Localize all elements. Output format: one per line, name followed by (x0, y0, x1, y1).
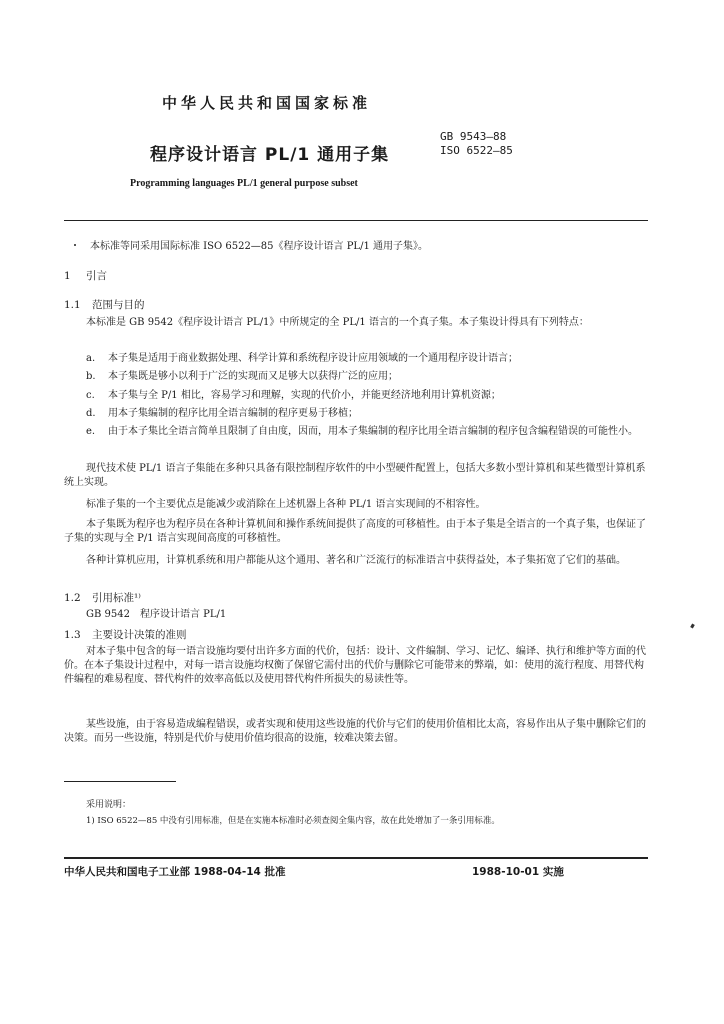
section-number: 1 (64, 270, 71, 282)
section-title: 主要设计决策的准则 (92, 629, 187, 641)
scan-mark (690, 624, 695, 629)
list-item (86, 389, 648, 403)
list-marker: a. (86, 353, 96, 364)
national-standard-heading: 中华人民共和国国家标准 (162, 94, 372, 112)
list-item-text: 本子集与全 P/1 相比，容易学习和理解，实现的代价小，并能更经济地利用计算机资源； (108, 390, 501, 401)
list-marker: d. (86, 408, 96, 419)
section-1-1-heading (64, 297, 145, 312)
section-title: 范围与目的 (92, 299, 145, 311)
reference-entry: GB 9542 程序设计语言 PL/1 (86, 609, 227, 620)
list-marker: e. (86, 426, 96, 437)
document-title-cn: 程序设计语言 PL/1 通用子集 (150, 145, 390, 165)
document-title-en: Programming languages PL/1 general purpose subset (130, 178, 358, 189)
list-item (86, 352, 648, 366)
list-item (86, 407, 648, 421)
list-marker: b. (86, 371, 96, 382)
paragraph: 对本子集中包含的每一语言设施均要付出许多方面的代价，包括：设计、文件编制、学习、记忆、编译、执行和维护等方面的代价。在本子集设计过程中，对每一语言设施均权衡了保留它需付出的代价与删除它可能带来的弊端，如：使用的流行程度、用替代构件编程的难易程度、替代构件的效率高低以及使用替代构件所损失的易读性等。 (64, 646, 646, 685)
section-title: 引用标准¹⁾ (92, 592, 141, 604)
list-item-text: 由于本子集比全语言简单且限制了自由度，因而，用本子集编制的程序比用全语言编制的程序包含编程错误的可能性小。 (108, 426, 638, 437)
implementation-date: 1988-10-01 实施 (472, 866, 564, 878)
section-1-2-heading (64, 590, 141, 605)
section-number: 1.3 (64, 629, 81, 641)
list-item-text: 本子集既是够小以利于广泛的实现而又足够大以获得广泛的应用； (108, 371, 398, 382)
paragraph: 某些设施，由于容易造成编程错误，或者实现和使用这些设施的代价与它们的使用价值相比太高，容易作出从子集中删除它们的决策。而另一些设施，特别是代价与使用价值均很高的设施，较难决策去留。 (64, 719, 646, 744)
scan-speck (74, 244, 76, 246)
section-1-heading (64, 268, 107, 283)
paragraph: 标准子集的一个主要优点是能减少或消除在上述机器上各种 PL/1 语言实现间的不相容性。 (86, 499, 486, 510)
list-item (64, 425, 648, 439)
section-title: 引言 (86, 270, 107, 282)
list-item-text: 本子集是适用于商业数据处理、科学计算和系统程序设计应用领域的一个通用程序设计语言； (108, 353, 518, 364)
intro-statement: 本标准等同采用国际标准 ISO 6522—85《程序设计语言 PL/1 通用子集》。 (90, 241, 428, 252)
paragraph: 本子集既为程序也为程序员在各种计算机间和操作系统间提供了高度的可移植性。由于本子集是全语言的一个真子集，也保证了子集的实现与全 P/1 语言实现间高度的可移植性。 (64, 519, 646, 544)
footnote-divider (64, 781, 176, 782)
section-number: 1.2 (64, 592, 81, 604)
section-number: 1.1 (64, 299, 81, 311)
iso-code: ISO 6522—85 (440, 144, 513, 157)
paragraph: 各种计算机应用，计算机系统和用户都能从这个通用、著名和广泛流行的标准语言中获得益处，本子集拓宽了它们的基础。 (86, 555, 626, 566)
gb-code: GB 9543—88 (440, 130, 507, 143)
paragraph: 本标准是 GB 9542《程序设计语言 PL/1》中所规定的全 PL/1 语言的一个真子集。本子集设计得具有下列特点： (86, 317, 589, 328)
list-item-text: 用本子集编制的程序比用全语言编制的程序更易于移植； (108, 408, 358, 419)
list-item (86, 370, 648, 384)
footer-divider (64, 857, 648, 859)
footnote-text: 1) ISO 6522—85 中没有引用标准，但是在实施本标准时必须查阅全集内容，故在此处增加了一条引用标准。 (86, 816, 500, 826)
approval-line: 中华人民共和国电子工业部 1988-04-14 批准 (64, 866, 286, 878)
standard-codes (440, 130, 513, 158)
header-divider (64, 220, 648, 221)
section-1-3-heading (64, 627, 187, 642)
list-marker: c. (86, 390, 95, 401)
paragraph: 现代技术使 PL/1 语言子集能在多种只具备有限控制程序软件的中小型硬件配置上，包括大多数小型计算机和某些微型计算机系统上实现。 (64, 463, 646, 488)
footnote-label: 采用说明： (86, 800, 132, 810)
